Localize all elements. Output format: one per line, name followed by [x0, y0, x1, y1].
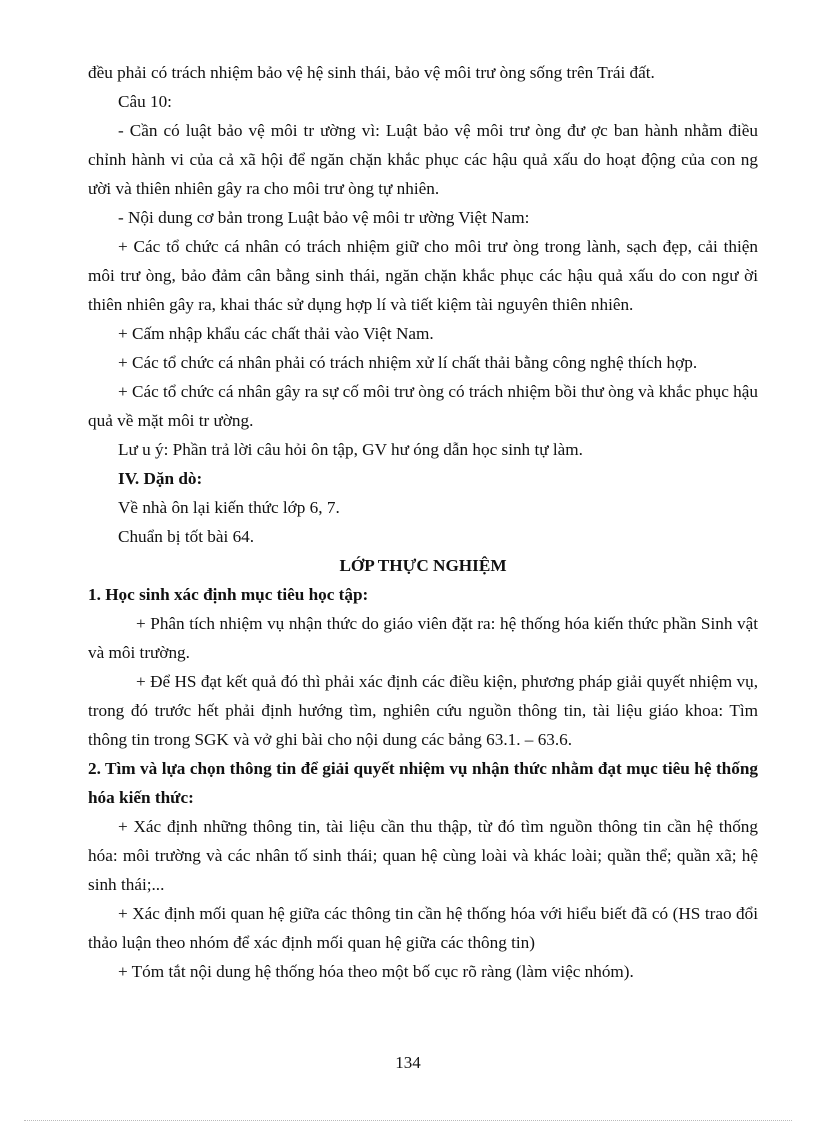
paragraph: + Tóm tắt nội dung hệ thống hóa theo một bố cục rõ ràng (làm việc nhóm). — [118, 962, 634, 981]
paragraph: 1. Học sinh xác định mục tiêu học tập: — [88, 585, 369, 604]
paragraph: 2. Tìm và lựa chọn thông tin để giải quyết nhiệm vụ nhận thức nhằm đạt mục tiêu hệ thống hóa kiến thức: — [88, 759, 758, 807]
paragraph: đều phải có trách nhiệm bảo vệ hệ sinh thái, bảo vệ môi trư òng sống trên Trái đất. — [88, 63, 655, 82]
paragraph: + Các tổ chức cá nhân gây ra sự cố môi trư òng có trách nhiệm bồi thư òng và khắc phục hậu quả về mặt môi tr ường. — [88, 382, 758, 430]
page-number: 134 — [395, 1053, 421, 1072]
paragraph: Lư u ý: Phần trả lời câu hỏi ôn tập, GV hư óng dẫn học sinh tự làm. — [118, 440, 583, 459]
paragraph: Chuẩn bị tốt bài 64. — [118, 527, 255, 546]
paragraph: + Xác định những thông tin, tài liệu cần thu thập, từ đó tìm nguồn thông tin cần hệ thống hóa: môi trường và các nhân tố sinh thái; quan hệ cùng loài và khác loài; quần thể; quần xã; hệ sinh thái;... — [88, 817, 758, 894]
paragraph: + Các tổ chức cá nhân có trách nhiệm giữ cho môi trư òng trong lành, sạch đẹp, cải thiện môi trư òng, bảo đảm cân bằng sinh thái, ngăn chặn khắc phục các hậu quả xấu do con ngư ời thiên nhiên gây ra, khai thác sử dụng hợp lí và tiết kiệm tài nguyên thiên nhiên. — [88, 237, 758, 314]
paragraph: + Các tổ chức cá nhân phải có trách nhiệm xử lí chất thải bằng công nghệ thích hợp. — [118, 353, 698, 372]
paragraph: + Phân tích nhiệm vụ nhận thức do giáo viên đặt ra: hệ thống hóa kiến thức phần Sinh vật và môi trường. — [88, 614, 758, 662]
paragraph: - Cần có luật bảo vệ môi tr ường vì: Luật bảo vệ môi trư òng đư ợc ban hành nhằm điều chỉnh hành vi của cả xã hội để ngăn chặn khắc phục các hậu quả xấu do hoạt động của con ng ười và thiên nhiên gây ra cho môi trư òng tự nhiên. — [88, 121, 758, 198]
paragraph: LỚP THỰC NGHIỆM — [339, 556, 507, 575]
paragraph: + Xác định mối quan hệ giữa các thông tin cần hệ thống hóa với hiểu biết đã có (HS trao đổi thảo luận theo nhóm để xác định mối quan hệ giữa các thông tin) — [88, 904, 758, 952]
document-body — [88, 58, 758, 986]
paragraph: - Nội dung cơ bản trong Luật bảo vệ môi tr ường Việt Nam: — [118, 208, 530, 227]
paragraph: + Cấm nhập khẩu các chất thải vào Việt Nam. — [118, 324, 434, 343]
paragraph: + Để HS đạt kết quả đó thì phải xác định các điều kiện, phương pháp giải quyết nhiệm vụ, trong đó trước hết phải định hướng tìm, nghiên cứu nguồn thông tin, tài liệu giáo khoa: Tìm thông tin trong SGK và vở ghi bài cho nội dung các bảng 63.1. – 63.6. — [88, 672, 758, 749]
paragraph: Về nhà ôn lại kiến thức lớp 6, 7. — [118, 498, 340, 517]
bottom-divider — [24, 1120, 792, 1121]
paragraph: IV. Dặn dò: — [118, 469, 203, 488]
paragraph: Câu 10: — [118, 92, 172, 111]
